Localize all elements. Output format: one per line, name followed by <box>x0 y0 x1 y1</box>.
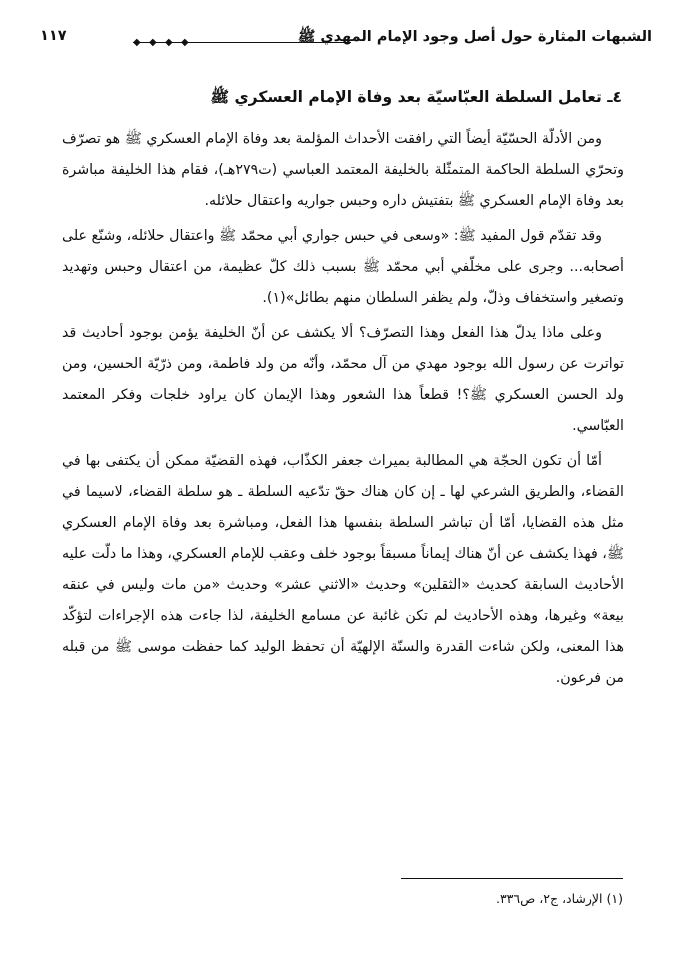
diamond-ornament-icon: ◆ <box>165 37 173 48</box>
running-title: الشبهات المثارة حول أصل وجود الإمام المهدي ﷺ <box>297 29 652 45</box>
footnote: (١) الإرشاد، ج٢، ص٣٣٦. <box>495 891 623 906</box>
footnote-divider <box>401 878 623 879</box>
running-header <box>40 26 652 56</box>
diamond-ornament-icon: ◆ <box>133 37 141 48</box>
body-text <box>62 124 624 698</box>
paragraph: أمّا أن تكون الحجّة هي المطالبة بميراث جعفر الكذّاب، فهذه القضيّة ممكن أن يكتفى بها في القضاء، والطريق الشرعي لها ـ إن كان هناك حقّ تدّعيه السلطة ـ هو سلطة القضاء، لاسيما في مثل هذه القضايا، أمّا أن تباشر السلطة بنفسها هذا الفعل، ومباشرة بعد وفاة الإمام العسكري ﷺ، فهذا يكشف عن أنّ هناك إيماناً مسبقاً بوجود خلف وعقب للإمام العسكري، وهذا ما دلّت عليه الأحاديث السابقة كحديث «الثقلين» وحديث «الاثني عشر» وحديث «من مات وليس في عنقه بيعة» وغيرها، وهذه الأحاديث لم تكن غائبة عن مسامع الخليفة، لذا جاءت هذه الإجراءات لتؤكّد هذا المعنى، ولكن شاءت القدرة والسنّة الإلهيّة أن تحفظ الوليد كما حفظت موسى ﷺ من قبله من فرعون. <box>62 453 624 686</box>
page-number: ١١٧ <box>40 28 67 44</box>
diamond-ornament-icon: ◆ <box>149 37 157 48</box>
section-heading: ٤ـ تعامل السلطة العبّاسيّة بعد وفاة الإمام العسكري ﷺ <box>210 88 622 106</box>
paragraph: وعلى ماذا يدلّ هذا الفعل وهذا التصرّف؟ ألا يكشف عن أنّ الخليفة يؤمن بوجود أحاديث قد تواترت عن رسول الله بوجود مهدي من آل محمّد، وأنّه من ولد فاطمة، ومن ذرّيّة الحسين، ومن ولد الحسن العسكري ﷺ؟! قطعاً هذا الشعور وهذا الإيمان كان يراود خلجات وفكر المعتمد العبّاسي. <box>62 325 624 434</box>
diamond-ornament-icon: ◆ <box>181 37 189 48</box>
paragraph: ومن الأدلّة الحسّيّة أيضاً التي رافقت الأحداث المؤلمة بعد وفاة الإمام العسكري ﷺ هو تصرّف وتحرّي السلطة الحاكمة المتمثّلة بالخليفة المعتمد العباسي (ت٢٧٩هـ)، فقام هذا الخليفة مباشرة بعد وفاة الإمام العسكري ﷺ بتفتيش داره وحبس جواريه واعتقال حلائله. <box>62 131 624 209</box>
paragraph: وقد تقدّم قول المفيد ﷺ: «وسعى في حبس جواري أبي محمّد ﷺ واعتقال حلائله، وشنّع على أصحابه... وجرى على مخلّفي أبي محمّد ﷺ بسبب ذلك كلّ عظيمة، من اعتقال وحبس وتهديد وتصغير واستخفاف وذلّ، ولم يظفر السلطان منهم بطائل»(١). <box>62 228 624 306</box>
header-ornament-rule <box>133 37 351 48</box>
